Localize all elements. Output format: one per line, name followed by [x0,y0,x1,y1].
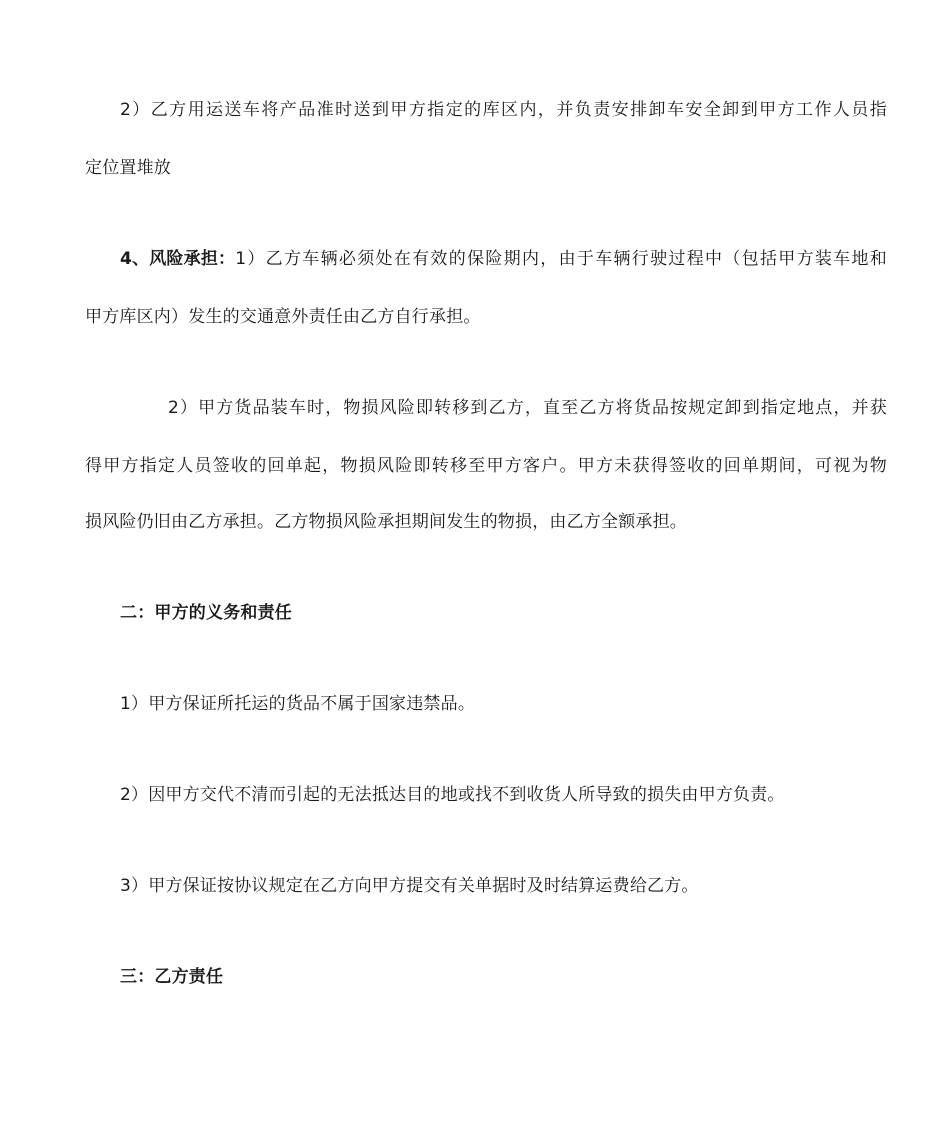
paragraph-2-line-2: 甲方库区内）发生的交通意外责任由乙方自行承担。 [85,307,481,327]
section-2-item-1: 1）甲方保证所托运的货品不属于国家违禁品。 [120,694,476,714]
risk-line-1-text: 1）乙方车辆必须处在有效的保险期内，由于车辆行驶过程中（包括甲方装车地和 [235,249,887,269]
paragraph-3-line-2: 得甲方指定人员签收的回单起，物损风险即转移至甲方客户。甲方未获得签收的回单期间，可视为物 [85,456,887,476]
section-3-heading: 三：乙方责任 [120,967,224,987]
risk-heading: 4、风险承担： [120,249,236,269]
section-2-item-3: 3）甲方保证按协议规定在乙方向甲方提交有关单据时及时结算运费给乙方。 [120,876,699,896]
section-2-heading: 二：甲方的义务和责任 [120,603,292,623]
paragraph-3-line-3: 损风险仍旧由乙方承担。乙方物损风险承担期间发生的物损，由乙方全额承担。 [85,512,687,532]
paragraph-2-line-1 [120,248,887,270]
section-2-item-2: 2）因甲方交代不清而引起的无法抵达目的地或找不到收货人所导致的损失由甲方负责。 [120,785,785,805]
paragraph-3-line-1: 2）甲方货品装车时，物损风险即转移到乙方，直至乙方将货品按规定卸到指定地点，并获 [168,398,887,418]
paragraph-1-line-1: 2）乙方用运送车将产品准时送到甲方指定的库区内，并负责安排卸车安全卸到甲方工作人员指 [120,100,887,120]
paragraph-1-line-2: 定位置堆放 [85,158,171,178]
